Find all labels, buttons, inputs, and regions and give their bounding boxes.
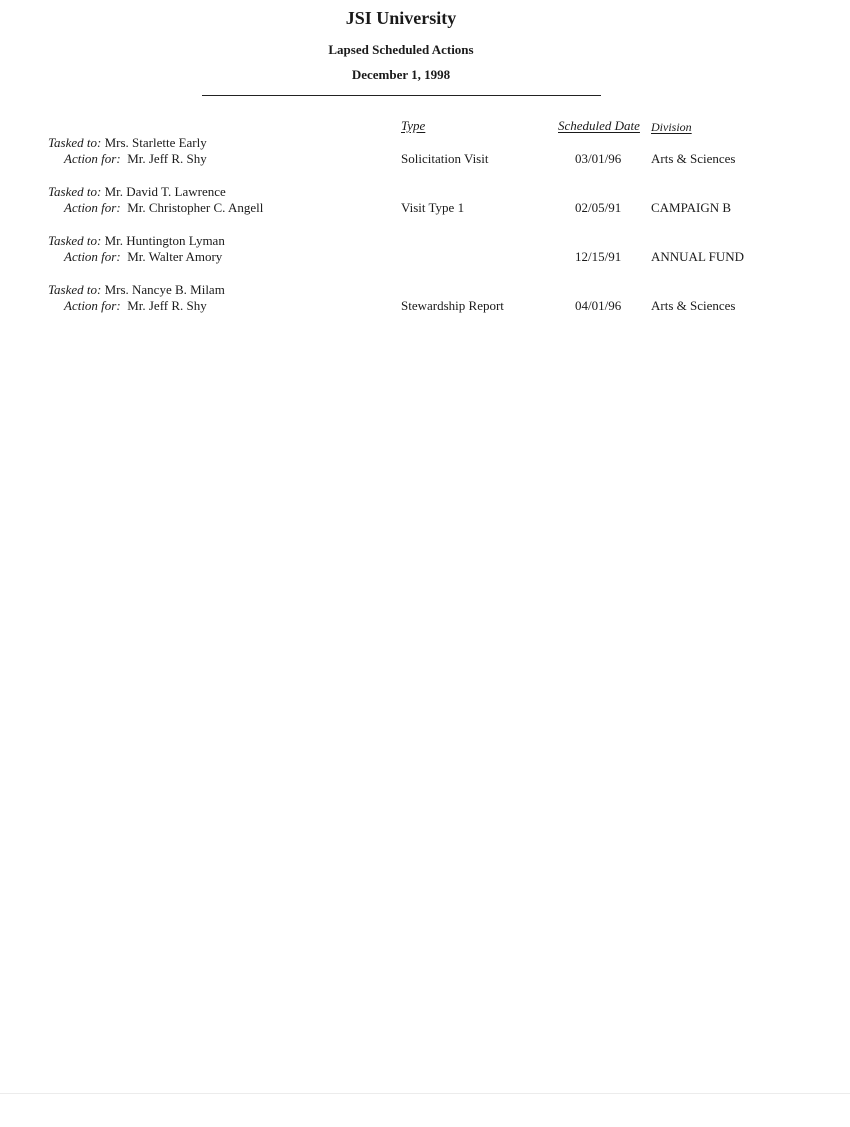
action-for-line xyxy=(64,298,207,314)
column-header-type: Type xyxy=(401,118,426,133)
tasked-to-label: Tasked to: xyxy=(48,184,102,199)
record-type: Visit Type 1 xyxy=(401,200,465,215)
action-for-line xyxy=(64,200,263,216)
tasked-to-name: Mr. Huntington Lyman xyxy=(104,233,225,248)
action-for-name: Mr. Christopher C. Angell xyxy=(127,200,264,215)
tasked-to-line xyxy=(48,282,225,298)
report-subtitle: Lapsed Scheduled Actions xyxy=(328,42,474,57)
record-scheduled-date: 02/05/91 xyxy=(575,200,622,215)
record-scheduled-date: 04/01/96 xyxy=(575,298,622,313)
tasked-to-name: Mrs. Starlette Early xyxy=(104,135,207,150)
tasked-to-label: Tasked to: xyxy=(48,135,102,150)
column-header-scheduled-date: Scheduled Date xyxy=(558,118,640,133)
tasked-to-line xyxy=(48,184,226,200)
action-for-label: Action for: xyxy=(64,249,121,264)
tasked-to-name: Mrs. Nancye B. Milam xyxy=(104,282,225,297)
action-for-line xyxy=(64,249,222,265)
action-for-label: Action for: xyxy=(64,200,121,215)
record-division: Arts & Sciences xyxy=(651,298,736,313)
record-division: ANNUAL FUND xyxy=(651,249,745,264)
record-scheduled-date: 03/01/96 xyxy=(575,151,622,166)
tasked-to-line xyxy=(48,135,207,151)
record-row xyxy=(0,233,850,267)
action-for-name: Mr. Walter Amory xyxy=(127,249,223,264)
record-type: Stewardship Report xyxy=(401,298,504,313)
record-row xyxy=(0,282,850,316)
record-division: CAMPAIGN B xyxy=(651,200,732,215)
report-date: December 1, 1998 xyxy=(351,67,451,82)
tasked-to-line xyxy=(48,233,225,249)
column-header-division: Division xyxy=(651,120,692,134)
record-row xyxy=(0,184,850,218)
record-division: Arts & Sciences xyxy=(651,151,736,166)
tasked-to-name: Mr. David T. Lawrence xyxy=(104,184,226,199)
report-title: JSI University xyxy=(345,8,457,28)
action-for-name: Mr. Jeff R. Shy xyxy=(127,151,207,166)
record-type: Solicitation Visit xyxy=(401,151,489,166)
record-row xyxy=(0,135,850,169)
action-for-line xyxy=(64,151,207,167)
header-divider xyxy=(202,95,601,96)
scan-edge-line xyxy=(0,1093,850,1094)
action-for-label: Action for: xyxy=(64,298,121,313)
record-scheduled-date: 12/15/91 xyxy=(575,249,622,264)
tasked-to-label: Tasked to: xyxy=(48,282,102,297)
action-for-name: Mr. Jeff R. Shy xyxy=(127,298,207,313)
tasked-to-label: Tasked to: xyxy=(48,233,102,248)
action-for-label: Action for: xyxy=(64,151,121,166)
